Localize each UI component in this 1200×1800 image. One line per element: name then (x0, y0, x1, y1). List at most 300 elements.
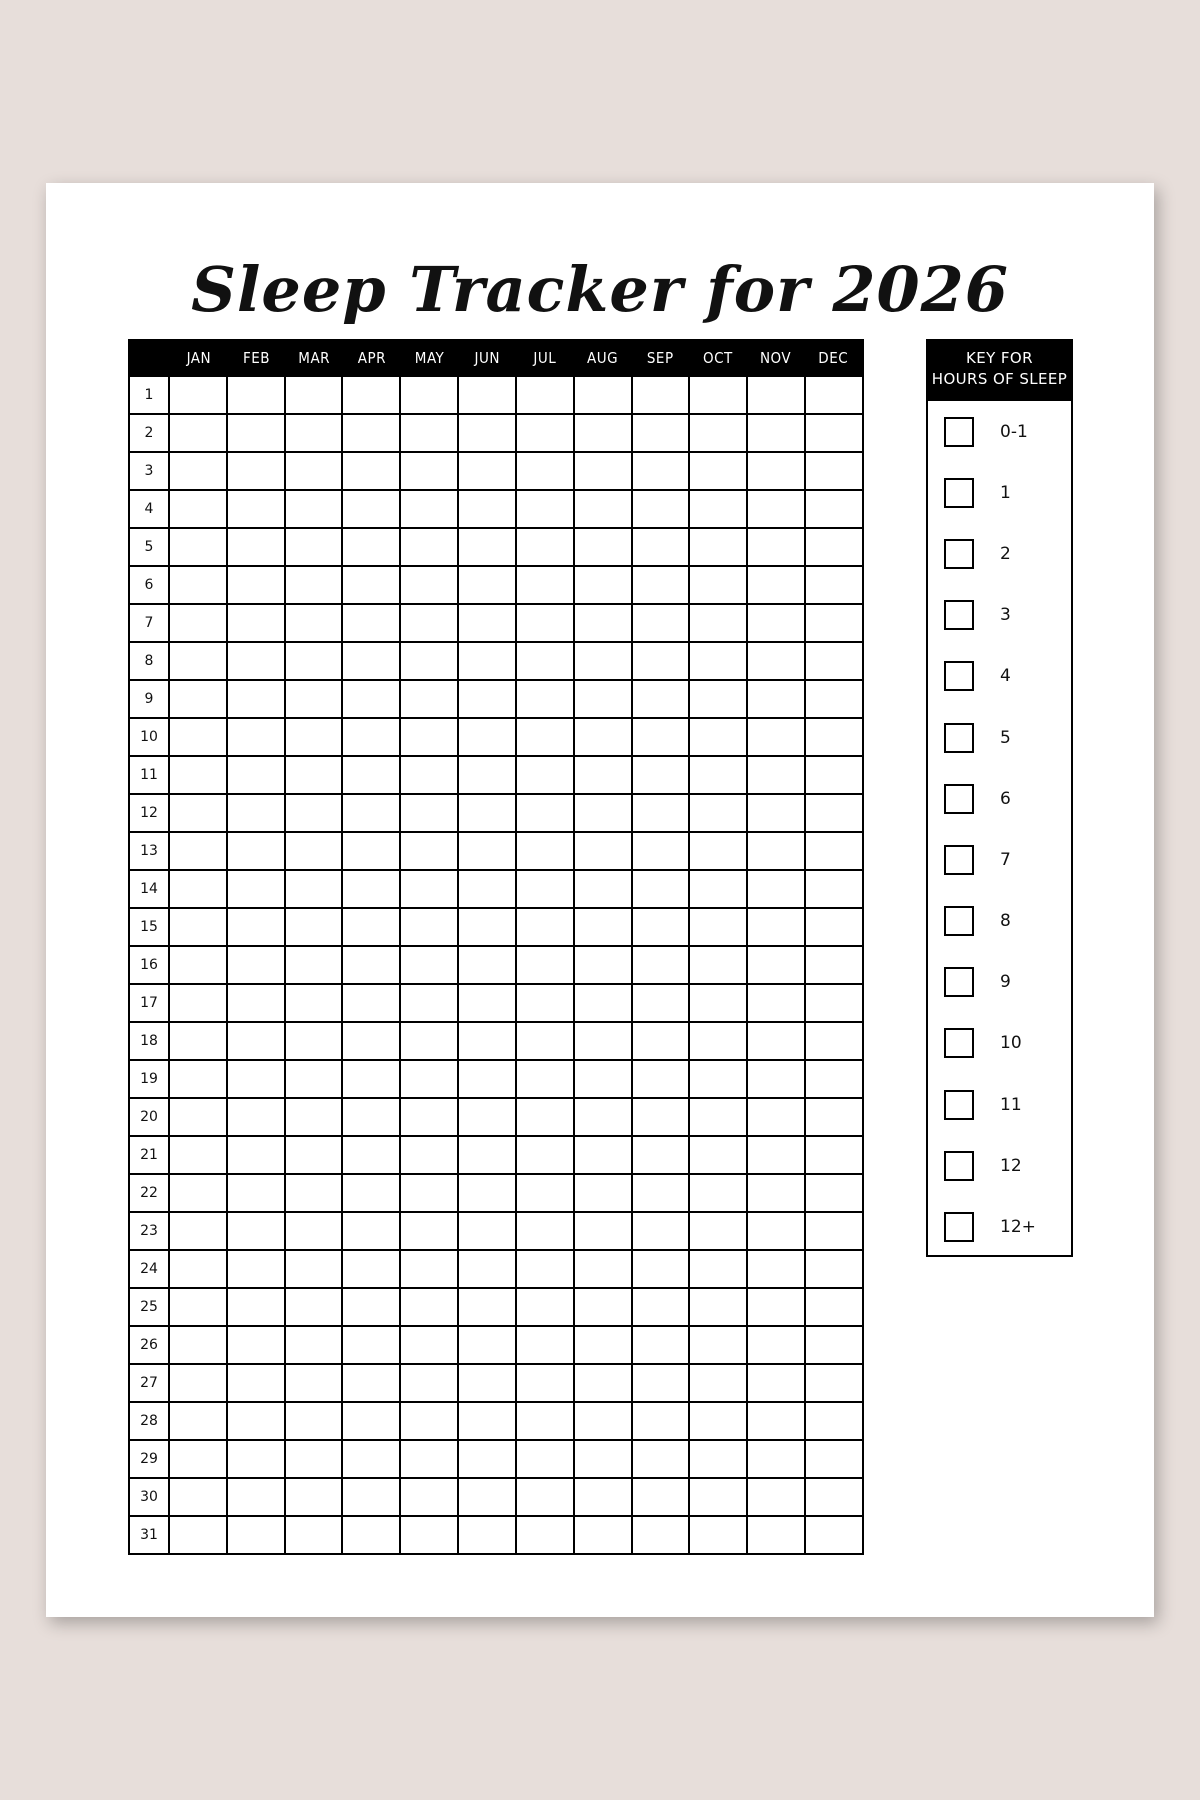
tracker-cell[interactable] (228, 529, 286, 567)
tracker-cell[interactable] (459, 1023, 517, 1061)
tracker-cell[interactable] (228, 1061, 286, 1099)
tracker-cell[interactable] (690, 1137, 748, 1175)
tracker-cell[interactable] (401, 1403, 459, 1441)
tracker-cell[interactable] (633, 757, 691, 795)
tracker-cell[interactable] (286, 377, 344, 415)
tracker-cell[interactable] (228, 1441, 286, 1479)
tracker-cell[interactable] (748, 1517, 806, 1555)
tracker-cell[interactable] (170, 871, 228, 909)
tracker-cell[interactable] (170, 1061, 228, 1099)
tracker-cell[interactable] (806, 1175, 864, 1213)
tracker-cell[interactable] (633, 1251, 691, 1289)
tracker-cell[interactable] (575, 377, 633, 415)
tracker-cell[interactable] (517, 833, 575, 871)
tracker-cell[interactable] (228, 1517, 286, 1555)
tracker-cell[interactable] (343, 1061, 401, 1099)
tracker-cell[interactable] (170, 1175, 228, 1213)
tracker-cell[interactable] (170, 377, 228, 415)
tracker-cell[interactable] (286, 1213, 344, 1251)
tracker-cell[interactable] (170, 453, 228, 491)
tracker-cell[interactable] (517, 909, 575, 947)
tracker-cell[interactable] (575, 1175, 633, 1213)
tracker-cell[interactable] (459, 605, 517, 643)
tracker-cell[interactable] (459, 985, 517, 1023)
tracker-cell[interactable] (806, 1403, 864, 1441)
key-color-box[interactable] (944, 539, 974, 569)
tracker-cell[interactable] (690, 795, 748, 833)
tracker-cell[interactable] (690, 1175, 748, 1213)
tracker-cell[interactable] (401, 605, 459, 643)
tracker-cell[interactable] (633, 1175, 691, 1213)
tracker-cell[interactable] (459, 1251, 517, 1289)
tracker-cell[interactable] (633, 871, 691, 909)
tracker-cell[interactable] (748, 1175, 806, 1213)
tracker-cell[interactable] (517, 1289, 575, 1327)
tracker-cell[interactable] (633, 985, 691, 1023)
tracker-cell[interactable] (343, 1175, 401, 1213)
tracker-cell[interactable] (286, 529, 344, 567)
tracker-cell[interactable] (517, 453, 575, 491)
tracker-cell[interactable] (286, 1479, 344, 1517)
tracker-cell[interactable] (748, 1099, 806, 1137)
tracker-cell[interactable] (575, 567, 633, 605)
tracker-cell[interactable] (633, 1023, 691, 1061)
tracker-cell[interactable] (459, 947, 517, 985)
tracker-cell[interactable] (517, 947, 575, 985)
tracker-cell[interactable] (806, 1289, 864, 1327)
tracker-cell[interactable] (690, 491, 748, 529)
tracker-cell[interactable] (170, 681, 228, 719)
tracker-cell[interactable] (228, 757, 286, 795)
tracker-cell[interactable] (286, 681, 344, 719)
tracker-cell[interactable] (343, 1441, 401, 1479)
tracker-cell[interactable] (748, 529, 806, 567)
tracker-cell[interactable] (343, 605, 401, 643)
tracker-cell[interactable] (343, 795, 401, 833)
tracker-cell[interactable] (459, 833, 517, 871)
tracker-cell[interactable] (575, 1365, 633, 1403)
tracker-cell[interactable] (806, 1479, 864, 1517)
tracker-cell[interactable] (748, 909, 806, 947)
tracker-cell[interactable] (806, 719, 864, 757)
tracker-cell[interactable] (459, 795, 517, 833)
tracker-cell[interactable] (575, 643, 633, 681)
tracker-cell[interactable] (748, 1023, 806, 1061)
tracker-cell[interactable] (517, 1365, 575, 1403)
tracker-cell[interactable] (286, 909, 344, 947)
tracker-cell[interactable] (633, 795, 691, 833)
tracker-cell[interactable] (575, 1251, 633, 1289)
tracker-cell[interactable] (806, 1213, 864, 1251)
tracker-cell[interactable] (401, 1099, 459, 1137)
tracker-cell[interactable] (459, 1403, 517, 1441)
tracker-cell[interactable] (690, 453, 748, 491)
tracker-cell[interactable] (633, 491, 691, 529)
tracker-cell[interactable] (806, 681, 864, 719)
tracker-cell[interactable] (690, 1441, 748, 1479)
tracker-cell[interactable] (575, 491, 633, 529)
tracker-cell[interactable] (343, 1251, 401, 1289)
tracker-cell[interactable] (228, 1023, 286, 1061)
tracker-cell[interactable] (633, 681, 691, 719)
key-color-box[interactable] (944, 784, 974, 814)
tracker-cell[interactable] (401, 1213, 459, 1251)
tracker-cell[interactable] (343, 415, 401, 453)
tracker-cell[interactable] (170, 985, 228, 1023)
tracker-cell[interactable] (286, 795, 344, 833)
tracker-cell[interactable] (806, 1137, 864, 1175)
tracker-cell[interactable] (517, 985, 575, 1023)
tracker-cell[interactable] (401, 719, 459, 757)
tracker-cell[interactable] (806, 757, 864, 795)
tracker-cell[interactable] (343, 985, 401, 1023)
tracker-cell[interactable] (575, 833, 633, 871)
tracker-cell[interactable] (748, 567, 806, 605)
tracker-cell[interactable] (459, 377, 517, 415)
tracker-cell[interactable] (401, 1023, 459, 1061)
tracker-cell[interactable] (459, 529, 517, 567)
tracker-cell[interactable] (228, 1403, 286, 1441)
tracker-cell[interactable] (748, 1289, 806, 1327)
tracker-cell[interactable] (459, 1441, 517, 1479)
tracker-cell[interactable] (748, 795, 806, 833)
tracker-cell[interactable] (228, 643, 286, 681)
tracker-cell[interactable] (401, 1479, 459, 1517)
tracker-cell[interactable] (690, 567, 748, 605)
tracker-cell[interactable] (748, 1479, 806, 1517)
tracker-cell[interactable] (401, 377, 459, 415)
tracker-cell[interactable] (286, 1441, 344, 1479)
tracker-cell[interactable] (459, 1517, 517, 1555)
tracker-cell[interactable] (517, 1251, 575, 1289)
tracker-cell[interactable] (459, 1175, 517, 1213)
tracker-cell[interactable] (806, 1023, 864, 1061)
tracker-cell[interactable] (343, 1327, 401, 1365)
tracker-cell[interactable] (806, 605, 864, 643)
tracker-cell[interactable] (286, 1327, 344, 1365)
tracker-cell[interactable] (401, 1441, 459, 1479)
tracker-cell[interactable] (633, 1517, 691, 1555)
tracker-cell[interactable] (170, 1517, 228, 1555)
tracker-cell[interactable] (286, 1365, 344, 1403)
tracker-cell[interactable] (690, 909, 748, 947)
tracker-cell[interactable] (401, 643, 459, 681)
tracker-cell[interactable] (517, 1175, 575, 1213)
tracker-cell[interactable] (690, 1479, 748, 1517)
tracker-cell[interactable] (690, 833, 748, 871)
tracker-cell[interactable] (575, 1289, 633, 1327)
tracker-cell[interactable] (401, 1289, 459, 1327)
key-color-box[interactable] (944, 417, 974, 447)
tracker-cell[interactable] (575, 1403, 633, 1441)
tracker-cell[interactable] (806, 1327, 864, 1365)
tracker-cell[interactable] (286, 1403, 344, 1441)
tracker-cell[interactable] (633, 1441, 691, 1479)
tracker-cell[interactable] (575, 1061, 633, 1099)
tracker-cell[interactable] (286, 1099, 344, 1137)
tracker-cell[interactable] (517, 1479, 575, 1517)
tracker-cell[interactable] (517, 1517, 575, 1555)
tracker-cell[interactable] (690, 719, 748, 757)
tracker-cell[interactable] (401, 985, 459, 1023)
tracker-cell[interactable] (575, 795, 633, 833)
tracker-cell[interactable] (459, 909, 517, 947)
tracker-cell[interactable] (517, 415, 575, 453)
tracker-cell[interactable] (806, 415, 864, 453)
tracker-cell[interactable] (401, 681, 459, 719)
tracker-cell[interactable] (517, 1061, 575, 1099)
tracker-cell[interactable] (228, 1175, 286, 1213)
tracker-cell[interactable] (343, 1365, 401, 1403)
tracker-cell[interactable] (228, 1213, 286, 1251)
tracker-cell[interactable] (748, 681, 806, 719)
tracker-cell[interactable] (286, 415, 344, 453)
tracker-cell[interactable] (343, 453, 401, 491)
tracker-cell[interactable] (748, 1251, 806, 1289)
tracker-cell[interactable] (748, 377, 806, 415)
tracker-cell[interactable] (690, 1403, 748, 1441)
tracker-cell[interactable] (459, 491, 517, 529)
tracker-cell[interactable] (401, 1327, 459, 1365)
tracker-cell[interactable] (633, 1137, 691, 1175)
tracker-cell[interactable] (748, 491, 806, 529)
tracker-cell[interactable] (690, 757, 748, 795)
tracker-cell[interactable] (343, 833, 401, 871)
tracker-cell[interactable] (575, 453, 633, 491)
tracker-cell[interactable] (748, 1061, 806, 1099)
tracker-cell[interactable] (517, 1023, 575, 1061)
tracker-cell[interactable] (343, 1137, 401, 1175)
tracker-cell[interactable] (459, 567, 517, 605)
key-color-box[interactable] (944, 661, 974, 691)
tracker-cell[interactable] (575, 719, 633, 757)
tracker-cell[interactable] (401, 415, 459, 453)
tracker-cell[interactable] (633, 947, 691, 985)
tracker-cell[interactable] (459, 719, 517, 757)
tracker-cell[interactable] (286, 833, 344, 871)
tracker-cell[interactable] (286, 605, 344, 643)
tracker-cell[interactable] (286, 643, 344, 681)
tracker-cell[interactable] (228, 795, 286, 833)
key-color-box[interactable] (944, 967, 974, 997)
tracker-cell[interactable] (517, 1099, 575, 1137)
tracker-cell[interactable] (170, 1441, 228, 1479)
tracker-cell[interactable] (690, 1251, 748, 1289)
tracker-cell[interactable] (633, 567, 691, 605)
tracker-cell[interactable] (633, 453, 691, 491)
key-color-box[interactable] (944, 478, 974, 508)
tracker-cell[interactable] (690, 947, 748, 985)
tracker-cell[interactable] (517, 377, 575, 415)
tracker-cell[interactable] (228, 567, 286, 605)
tracker-cell[interactable] (401, 1061, 459, 1099)
tracker-cell[interactable] (690, 605, 748, 643)
key-color-box[interactable] (944, 723, 974, 753)
tracker-cell[interactable] (575, 909, 633, 947)
tracker-cell[interactable] (517, 1441, 575, 1479)
tracker-cell[interactable] (806, 1517, 864, 1555)
tracker-cell[interactable] (806, 529, 864, 567)
tracker-cell[interactable] (170, 1213, 228, 1251)
tracker-cell[interactable] (575, 1213, 633, 1251)
tracker-cell[interactable] (575, 681, 633, 719)
tracker-cell[interactable] (575, 871, 633, 909)
tracker-cell[interactable] (286, 757, 344, 795)
tracker-cell[interactable] (748, 605, 806, 643)
tracker-cell[interactable] (170, 643, 228, 681)
tracker-cell[interactable] (575, 605, 633, 643)
tracker-cell[interactable] (170, 1403, 228, 1441)
tracker-cell[interactable] (575, 985, 633, 1023)
tracker-cell[interactable] (343, 491, 401, 529)
tracker-cell[interactable] (748, 1137, 806, 1175)
tracker-cell[interactable] (170, 529, 228, 567)
tracker-cell[interactable] (806, 643, 864, 681)
tracker-cell[interactable] (170, 757, 228, 795)
tracker-cell[interactable] (690, 529, 748, 567)
tracker-cell[interactable] (517, 1403, 575, 1441)
tracker-cell[interactable] (286, 871, 344, 909)
tracker-cell[interactable] (286, 947, 344, 985)
tracker-cell[interactable] (170, 1365, 228, 1403)
tracker-cell[interactable] (517, 757, 575, 795)
tracker-cell[interactable] (459, 1061, 517, 1099)
tracker-cell[interactable] (228, 1365, 286, 1403)
tracker-cell[interactable] (690, 415, 748, 453)
tracker-cell[interactable] (459, 1479, 517, 1517)
tracker-cell[interactable] (170, 1099, 228, 1137)
tracker-cell[interactable] (806, 985, 864, 1023)
tracker-cell[interactable] (401, 453, 459, 491)
tracker-cell[interactable] (633, 833, 691, 871)
tracker-cell[interactable] (170, 605, 228, 643)
tracker-cell[interactable] (806, 947, 864, 985)
tracker-cell[interactable] (748, 453, 806, 491)
tracker-cell[interactable] (343, 871, 401, 909)
tracker-cell[interactable] (690, 871, 748, 909)
tracker-cell[interactable] (690, 1023, 748, 1061)
tracker-cell[interactable] (343, 567, 401, 605)
tracker-cell[interactable] (401, 567, 459, 605)
tracker-cell[interactable] (633, 1479, 691, 1517)
tracker-cell[interactable] (633, 1365, 691, 1403)
tracker-cell[interactable] (633, 377, 691, 415)
tracker-cell[interactable] (286, 1251, 344, 1289)
tracker-cell[interactable] (401, 1175, 459, 1213)
tracker-cell[interactable] (286, 453, 344, 491)
tracker-cell[interactable] (343, 757, 401, 795)
tracker-cell[interactable] (806, 567, 864, 605)
tracker-cell[interactable] (575, 947, 633, 985)
tracker-cell[interactable] (575, 529, 633, 567)
tracker-cell[interactable] (459, 1327, 517, 1365)
tracker-cell[interactable] (517, 719, 575, 757)
tracker-cell[interactable] (459, 453, 517, 491)
tracker-cell[interactable] (170, 415, 228, 453)
tracker-cell[interactable] (228, 1137, 286, 1175)
tracker-cell[interactable] (343, 1289, 401, 1327)
tracker-cell[interactable] (401, 1517, 459, 1555)
tracker-cell[interactable] (459, 871, 517, 909)
tracker-cell[interactable] (286, 567, 344, 605)
tracker-cell[interactable] (401, 871, 459, 909)
tracker-cell[interactable] (806, 453, 864, 491)
tracker-cell[interactable] (690, 1061, 748, 1099)
tracker-cell[interactable] (633, 605, 691, 643)
tracker-cell[interactable] (228, 719, 286, 757)
tracker-cell[interactable] (459, 643, 517, 681)
tracker-cell[interactable] (286, 1137, 344, 1175)
tracker-cell[interactable] (748, 1403, 806, 1441)
tracker-cell[interactable] (748, 1441, 806, 1479)
tracker-cell[interactable] (748, 1327, 806, 1365)
tracker-cell[interactable] (228, 453, 286, 491)
tracker-cell[interactable] (517, 1137, 575, 1175)
tracker-cell[interactable] (575, 757, 633, 795)
tracker-cell[interactable] (401, 757, 459, 795)
key-color-box[interactable] (944, 1028, 974, 1058)
key-color-box[interactable] (944, 845, 974, 875)
tracker-cell[interactable] (170, 1289, 228, 1327)
tracker-cell[interactable] (517, 1213, 575, 1251)
tracker-cell[interactable] (228, 1327, 286, 1365)
tracker-cell[interactable] (401, 1365, 459, 1403)
tracker-cell[interactable] (517, 529, 575, 567)
tracker-cell[interactable] (633, 1289, 691, 1327)
tracker-cell[interactable] (286, 719, 344, 757)
key-color-box[interactable] (944, 1212, 974, 1242)
tracker-cell[interactable] (286, 1175, 344, 1213)
tracker-cell[interactable] (170, 1327, 228, 1365)
tracker-cell[interactable] (228, 985, 286, 1023)
tracker-cell[interactable] (286, 491, 344, 529)
tracker-cell[interactable] (748, 871, 806, 909)
tracker-cell[interactable] (748, 985, 806, 1023)
tracker-cell[interactable] (748, 1365, 806, 1403)
tracker-cell[interactable] (343, 1099, 401, 1137)
tracker-cell[interactable] (517, 567, 575, 605)
tracker-cell[interactable] (517, 1327, 575, 1365)
tracker-cell[interactable] (228, 1289, 286, 1327)
tracker-cell[interactable] (170, 795, 228, 833)
tracker-cell[interactable] (459, 1137, 517, 1175)
tracker-cell[interactable] (575, 1517, 633, 1555)
tracker-cell[interactable] (690, 643, 748, 681)
tracker-cell[interactable] (228, 1251, 286, 1289)
tracker-cell[interactable] (343, 643, 401, 681)
tracker-cell[interactable] (748, 947, 806, 985)
tracker-cell[interactable] (690, 985, 748, 1023)
tracker-cell[interactable] (170, 1479, 228, 1517)
tracker-cell[interactable] (343, 909, 401, 947)
tracker-cell[interactable] (228, 681, 286, 719)
tracker-cell[interactable] (343, 947, 401, 985)
tracker-cell[interactable] (170, 1023, 228, 1061)
tracker-cell[interactable] (228, 377, 286, 415)
tracker-cell[interactable] (343, 1213, 401, 1251)
tracker-cell[interactable] (633, 719, 691, 757)
tracker-cell[interactable] (401, 795, 459, 833)
tracker-cell[interactable] (343, 377, 401, 415)
tracker-cell[interactable] (459, 1099, 517, 1137)
tracker-cell[interactable] (401, 1251, 459, 1289)
tracker-cell[interactable] (633, 529, 691, 567)
tracker-cell[interactable] (459, 681, 517, 719)
tracker-cell[interactable] (806, 795, 864, 833)
tracker-cell[interactable] (343, 1479, 401, 1517)
tracker-cell[interactable] (575, 1099, 633, 1137)
tracker-cell[interactable] (228, 1479, 286, 1517)
